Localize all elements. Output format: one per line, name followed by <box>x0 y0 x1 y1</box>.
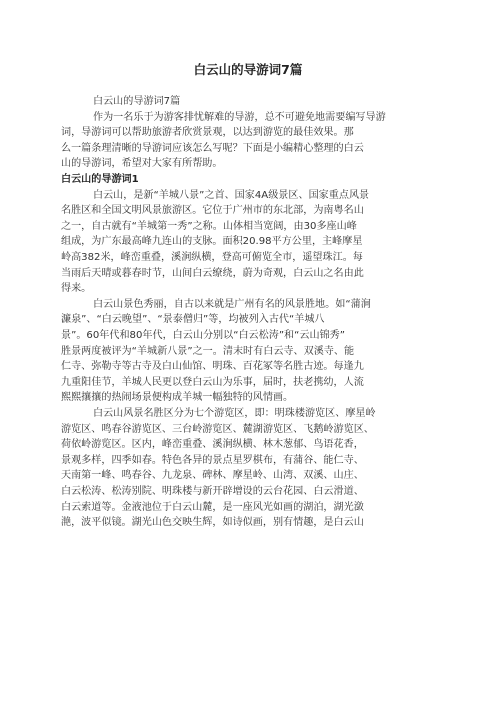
page-title: 白云山的导游词7篇 <box>193 62 303 77</box>
text-line: 白云山景色秀丽，自古以来就是广州有名的风景胜地。如“蒲涧 <box>93 298 371 310</box>
text-line: 组成，为广东最高峰九连山的支脉。面积20.98平方公里，主峰摩星 <box>61 236 363 248</box>
text-line: 胜景两度被评为“羊城新八景”之一。清末时有白云寺、双溪寺、能 <box>61 345 355 357</box>
text-line: 仁寺、弥勒寺等古寺及白山仙馆、明珠、百花冢等名胜古迹。每逢九 <box>61 361 364 373</box>
text-line: 名胜区和全国文明风景旅游区。它位于广州市的东北部，为南粤名山 <box>61 205 364 217</box>
text-line: 白云山，是新“羊城八景”之首、国家4A级景区、国家重点风景 <box>93 189 370 201</box>
text-line: 白云山的导游词7篇 <box>93 96 181 107</box>
text-line: 岭高382米，峰峦重叠，溪涧纵横，登高可俯览全市，遥望珠江。每 <box>61 252 363 263</box>
section-heading: 白云山的导游词1 <box>61 174 139 185</box>
text-line: 么一篇条理清晰的导游词应该怎么写呢？下面是小编精心整理的白云 <box>61 142 364 154</box>
text-line: 白云山风景名胜区分为七个游览区，即：明珠楼游览区、摩星岭 <box>93 408 376 419</box>
text-line: 白云松涛、松涛别院、明珠楼与新开辟增设的云台花园、白云滑道、 <box>61 486 364 497</box>
text-line: 濂泉”、“白云晚望”、“景泰僧归”等，均被列入古代“羊城八 <box>61 314 325 326</box>
text-line: 山的导游词，希望对大家有所帮助。 <box>61 158 223 170</box>
text-line: 滟，波平似镜。湖光山色交映生辉，如诗似画，别有情趣，是白云山 <box>61 517 364 529</box>
text-line: 景观多样，四季如春。特色各异的景点星罗棋布，有蒲谷、能仁寺、 <box>61 454 364 466</box>
text-line: 天南第一峰、鸣春谷、九龙泉、碑林、摩星岭、山湾、双溪、山庄、 <box>61 470 364 482</box>
text-line: 熙熙攘攘的热闹场景便构成羊城一幅独特的风情画。 <box>61 392 294 404</box>
text-line: 游览区、鸣春谷游览区、三台岭游览区、麓湖游览区、飞鹅岭游览区、 <box>61 423 374 435</box>
text-line: 词，导游词可以帮助旅游者欣赏景观，以达到游览的最佳效果。那 <box>61 127 354 139</box>
text-line: 九重阳佳节，羊城人民更以登白云山为乐事，届时，扶老携幼，人流 <box>61 376 364 388</box>
text-line: 之一，自古就有“羊城第一秀”之称。山体相当宽阔，由30多座山峰 <box>61 220 357 232</box>
text-line: 荷依岭游览区。区内，峰峦重叠、溪涧纵横、林木葱郁、鸟语花香， <box>61 439 364 451</box>
text-line: 景”。60年代和80年代，白云山分别以“白云松涛”和“云山锦秀” <box>61 330 345 341</box>
text-line: 作为一名乐于为游客排忧解难的导游，总不可避免地需要编写导游 <box>93 111 386 123</box>
text-line: 当雨后天晴或暮春时节，山间白云缭绕，蔚为奇观，白云山之名由此 <box>61 267 364 279</box>
text-line: 白云索道等。金液池位于白云山麓，是一座风光如画的湖泊，湖光潋 <box>61 501 364 513</box>
text-line: 得来。 <box>61 283 92 295</box>
